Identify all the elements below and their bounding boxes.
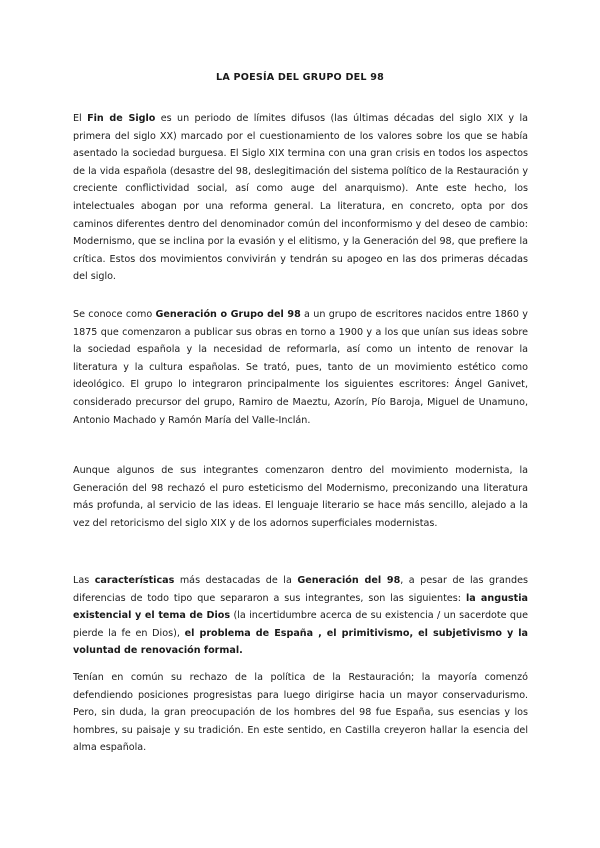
text-span: Aunque algunos de sus integrantes comenzaron dentro del movimiento modernista, la Generación del 98 rechazó el puro esteticismo del Modernismo, preconizando una literatura más profunda, al servicio de las ideas. El lenguaje literario se hace más sencillo, alejado a la vez del retoricismo del siglo XIX y de los adornos superficiales modernistas. [73,465,528,529]
text-span: Se conoce como [73,309,156,320]
page-title: LA POESÍA DEL GRUPO DEL 98 [216,72,384,83]
text-span: a un grupo de escritores nacidos entre 1860 y 1875 que comenzaron a publicar sus obras en torno a 1900 y a los que unían sus ideas sobre la sociedad española y la necesidad de reformarla, así como un intento de renovar la literatura y la cultura españolas. Se trató, pues, tanto de un movimiento estético como ideológico. El grupo lo integraron principalmente los siguientes escritores: Ángel Ganivet, considerado precursor del grupo, Ramiro de Maeztu, Azorín, Pío Baroja, Miguel de Unamuno, Antonio Machado y Ramón María del Valle-Inclán. [73,309,528,426]
text-span: (la incertidumbre acerca de su existencia / un sacerdote que pierde la fe en Dios), [73,610,528,639]
bold-term: el problema de España , el primitivismo, el subjetivismo y la voluntad de renovación formal. [73,627,528,657]
text-span: Las [73,575,95,586]
paragraph-generacion-definition [73,306,528,429]
bold-term: Generación o Grupo del 98 [155,309,301,320]
bold-term: Fin de Siglo [87,113,156,124]
paragraph-restauracion [73,669,528,757]
text-span: , a pesar de las grandes diferencias de todo tipo que separaron a sus integrantes, son las siguientes: [73,575,528,604]
paragraph-modernismo-relation [73,462,528,532]
paragraph-caracteristicas [73,572,528,660]
text-span: El [73,113,88,124]
text-span: es un periodo de límites difusos (las últimas décadas del siglo XIX y la primera del siglo XX) marcado por el cuestionamiento de los valores sobre los que se había asentado la sociedad burguesa. El Siglo XIX termina con una gran crisis en todos los aspectos de la vida española (desastre del 98, deslegitimación del sistema político de la Restauración y creciente conflictividad social, así como auge del anarquismo). Ante este hecho, los intelectuales abogan por una reforma general. La literatura, en concreto, opta por dos caminos diferentes dentro del denominador común del inconformismo y del deseo de cambio: Modernismo, que se inclina por la evasión y el elitismo, y la Generación del 98, que prefiere la crítica. Estos dos movimientos convivirán y tendrán su apogeo en las dos primeras décadas del siglo. [73,113,529,283]
bold-term: características [94,575,175,586]
text-span: Tenían en común su rechazo de la política de la Restauración; la mayoría comenzó defendiendo posiciones progresistas para luego dirigirse hacia un mayor conservadurismo. Pero, sin duda, la gran preocupación de los hombres del 98 fue España, sus esencias y los hombres, su paisaje y su tradición. En este sentido, en Castilla creyeron hallar la esencia del alma española. [73,672,528,754]
paragraph-fin-de-siglo [73,110,528,286]
bold-term: la angustia existencial y el tema de Dios [73,592,528,622]
text-span: más destacadas de la [174,575,298,586]
bold-term: Generación del 98 [297,575,401,586]
